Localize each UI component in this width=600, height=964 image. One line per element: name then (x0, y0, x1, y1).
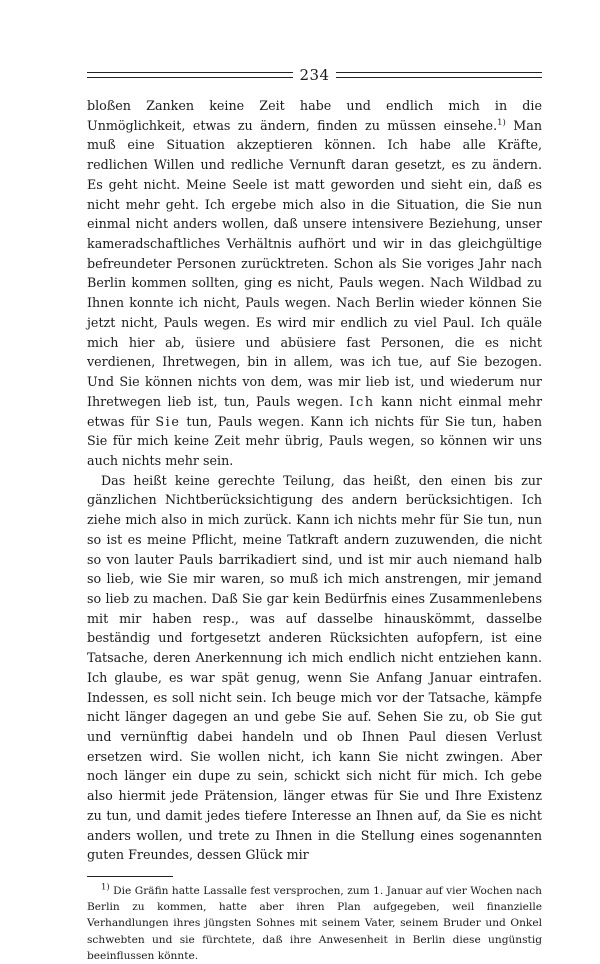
paragraph-2: Das heißt keine gerechte Teilung, das heißt, den einen bis zur gänzlichen Nichtberücksichtigung des andern berücksichtigen. Ich ziehe mich also in mich zurück. Kann ich nichts mehr für Sie tun, nun so ist es meine Pflicht, meine Tatkraft andern zuzuwenden, die nicht so von lauter Pauls barrikadiert sind, und ist mir auch niemand halb so lieb, wie Sie mir waren, so muß ich mich anstrengen, mir jemand so lieb zu machen. Daß Sie gar kein Bedürfnis eines Zusammenlebens mit mir haben resp., was auf dasselbe hinauskömmt, dasselbe beständig und fortgesetzt anderen Rücksichten aufopfern, ist eine Tatsache, deren Anerkennung ich mich endlich nicht entziehen kann. Ich glaube, es war spät genug, wenn Sie Anfang Januar eintrafen. Indessen, es soll nicht sein. Ich beuge mich vor der Tatsache, kämpfe nicht länger dagegen an und gebe Sie auf. Sehen Sie zu, ob Sie gut und vernünftig dabei handeln und ob Ihnen Paul diesen Verlust ersetzen wird. Sie wollen nicht, ich kann Sie nicht zwingen. Aber noch länger ein dupe zu sein, schickt sich nicht für mich. Ich gebe also hiermit jede Prätension, länger etwas für Sie und Ihre Existenz zu tun, und damit jedes tiefere Interesse an Ihnen auf, da Sie es nicht anders wollen, und trete zu Ihnen in die Stellung eines sogenannten guten Freundes, dessen Glück mir (87, 472, 542, 863)
paragraph-1-text-d: kann nicht einmal mehr etwas für (87, 393, 543, 429)
paragraph-1-text-b: Man muß eine Situation akzeptieren können. Ich habe alle Kräfte, redlichen Willen und redliche Vernunft daran gesetzt, es zu ändern. Es geht nicht. Meine Seele ist matt geworden und sieht ein, daß es nicht mehr geht. Ich ergebe mich also in die Situation, die Sie nun einmal nicht anders wollen, daß unsere intensivere Beziehung, unser kameradschaftliches Verhältnis aufhört und wir in das gleichgültige befreundeter Personen zurücktreten. Schon als Sie voriges Jahr nach Berlin kommen sollten, ging es nicht, Pauls wegen. Nach Wildbad zu Ihnen konnte ich nicht, Pauls wegen. Nach Berlin wieder können Sie jetzt nicht, Pauls wegen. Es wird mir endlich zu viel Paul. Ich quäle mich hier ab, üsiere und abüsiere fast Personen, die es nicht verdienen, Ihretwegen, bin in allem, was ich tue, auf Sie bezogen. Und Sie können nichts von dem, was mir lieb ist, und wiederum nur Ihretwegen lieb ist, tun, Pauls wegen. (87, 117, 542, 409)
body-text (87, 96, 542, 865)
paragraph-1-text-f: tun, Pauls wegen. Kann ich nichts für Sie tun, haben Sie für mich keine Zeit mehr übrig, Pauls wegen, so können wir uns auch nichts mehr sein. (87, 413, 542, 468)
footnote-rule (87, 876, 173, 877)
footnote-marker: 1) (101, 882, 110, 893)
page-number: 234 (299, 65, 330, 84)
emphasis-sie: Sie (155, 413, 181, 429)
footnote (87, 883, 542, 964)
footnote-reference: 1) (497, 117, 506, 128)
book-page (87, 60, 542, 964)
emphasis-ich: Ich (349, 393, 375, 409)
paragraph-1 (87, 96, 542, 471)
footnote-text: Die Gräfin hatte Lassalle fest versprochen, zum 1. Januar auf vier Wochen nach Berlin zu kommen, hatte aber ihren Plan aufgegeben, weil finanzielle Verhandlungen ihres jüngsten Sohnes mit seinem Vater, seinem Bruder und Onkel schwebten und sie fürchtete, daß ihre Anwesenheit in Berlin diese ungünstig beeinflussen könnte. (87, 885, 542, 962)
running-header (87, 60, 542, 90)
header-rule-left (87, 72, 293, 78)
header-rule-right (336, 72, 542, 78)
paragraph-1-text-a: bloßen Zanken keine Zeit habe und endlich mich in die Unmöglichkeit, etwas zu ändern, finden zu müssen einsehe. (87, 98, 542, 133)
